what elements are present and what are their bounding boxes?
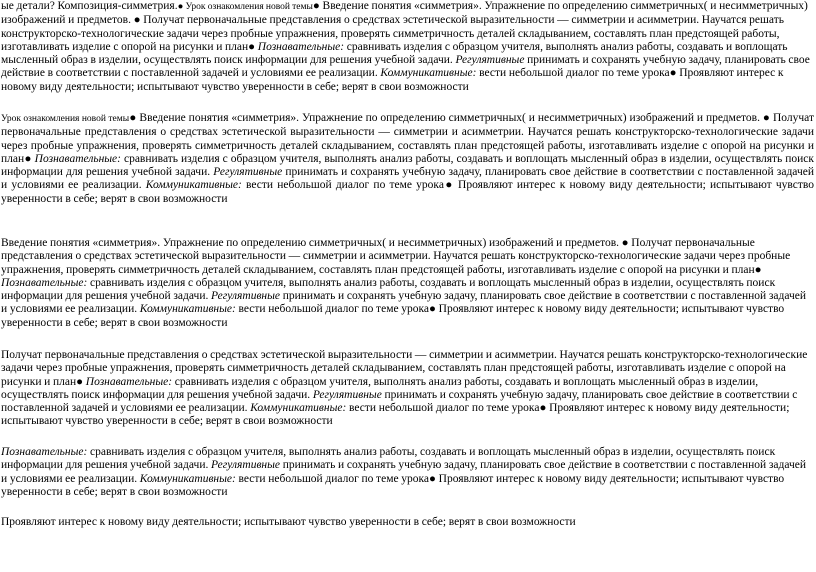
paragraph-2-regulatory-label: Регулятивные bbox=[213, 166, 283, 179]
paragraph-4-text-a: Получат первоначальные представления о средствах эстетической выразительности — симметрии и асимметрии. Научатся решать конструкторско-технологические задачи через пробные упражнения, проверять симметричность деталей складыванием, составлять план предстоящей работы, изготавливать изделие с опорой на рисунки и план bbox=[1, 349, 808, 388]
paragraph-2-lesson-type: Урок ознакомления новой темы bbox=[1, 114, 130, 124]
paragraph-1-text-a: ые детали? Композиция-симметрия. bbox=[1, 0, 178, 12]
paragraph-3-text-e: принимать и сохранять учебную задачу, планировать свое действие в соответствии с поставленной задачей и условиями ее реализации. bbox=[1, 290, 807, 316]
paragraph-6 bbox=[1, 516, 814, 529]
paragraph-3-cognitive-label: ● Познавательные: bbox=[1, 263, 762, 289]
paragraph-4-text-e: принимать и сохранять учебную задачу, планировать свое действие в соответствии с поставленной задачей и условиями ее реализации. bbox=[1, 388, 798, 415]
paragraph-3-text-c: сравнивать изделия с образцом учителя, выполнять анализ работы, создавать и воплощать мысленный образ в изделии, осуществлять поиск информации для решения учебной задачи. bbox=[1, 276, 776, 303]
paragraph-5-communicative-label: Коммуникативные: bbox=[139, 472, 236, 485]
paragraph-2-text-b: ● Введение понятия «симметрия». Упражнение по определению симметричных( и несимметричных) изображений и предметов. ● Получат первоначальные представления о средствах эстетической выразительности — симметрии и асимметрии. Научатся решать конструкторско-технологические задачи через пробные упражнения, проверять симметричность деталей складыванием, составлять план предстоящей работы, изготавливать изделие с опорой на рисунки и план bbox=[1, 112, 814, 165]
paragraph-2 bbox=[1, 112, 814, 206]
paragraph-3-text-a: Введение понятия «симметрия». Упражнение по определению симметричных( и несимметричных) изображений и предметов. ● Получат первоначальные представления о средствах эстетической выразительности — симметрии и асимметрии. Научатся решать конструкторско-технологические задачи через пробные упражнения, проверять симметричность деталей складыванием, составлять план предстоящей работы, изготавливать изделие с опорой на рисунки и план bbox=[1, 237, 791, 276]
paragraph-1-communicative-label: Коммуникативные: bbox=[380, 67, 477, 80]
paragraph-5 bbox=[1, 446, 814, 499]
paragraph-2-text-f: принимать и сохранять учебную задачу, планировать свое действие в соответствии с поставленной задачей и условиями ее реализации. bbox=[1, 166, 814, 192]
paragraph-3 bbox=[1, 237, 814, 330]
paragraph-5-regulatory-label: Регулятивные bbox=[211, 459, 281, 472]
paragraph-1 bbox=[1, 0, 814, 94]
paragraph-3-text-g: вести небольшой диалог по теме урока● Проявляют интерес к новому виду деятельности; испытывают чувство уверенности в себе; верят в свои возможности bbox=[1, 303, 785, 329]
paragraph-1-text-j: вести небольшой диалог по теме урока● Проявляют интерес к новому виду деятельности; испытывают чувство уверенности в себе; верят в свои возможности bbox=[1, 67, 784, 93]
paragraph-2-text-h: вести небольшой диалог по теме урока● Проявляют интерес к новому виду деятельности; испытывают чувство уверенности в себе; верят в свои возможности bbox=[1, 179, 815, 205]
paragraph-3-communicative-label: Коммуникативные: bbox=[139, 303, 236, 316]
paragraph-1-cognitive-label: ● Познавательные: bbox=[248, 40, 345, 53]
paragraph-4-text-c: сравнивать изделия с образцом учителя, выполнять анализ работы, создавать и воплощать мысленный образ в изделии, осуществлять поиск информации для решения учебной задачи. bbox=[1, 375, 759, 401]
paragraph-2-text-d: сравнивать изделия с образцом учителя, выполнять анализ работы, создавать и воплощать мысленный образ в изделии, осуществлять поиск информации для решения учебной задачи. bbox=[1, 152, 814, 179]
paragraph-5-text-b: сравнивать изделия с образцом учителя, выполнять анализ работы, создавать и воплощать мысленный образ в изделии, осуществлять поиск информации для решения учебной задачи. bbox=[1, 446, 776, 472]
paragraph-4-communicative-label: Коммуникативные: bbox=[250, 402, 347, 415]
paragraph-1-lesson-type: ● Урок ознакомления новой темы bbox=[177, 2, 313, 12]
paragraph-4-text-g: вести небольшой диалог по теме урока● Проявляют интерес к новому виду деятельности; испытывают чувство уверенности в себе; верят в свои возможности bbox=[1, 402, 790, 428]
paragraph-3-regulatory-label: Регулятивные bbox=[211, 290, 281, 303]
paragraph-4-regulatory-label: Регулятивные bbox=[312, 388, 382, 401]
paragraph-1-regulatory-label: Регулятивные bbox=[455, 54, 525, 67]
paragraph-5-text-d: принимать и сохранять учебную задачу, планировать свое действие в соответствии с поставленной задачей и условиями ее реализации. bbox=[1, 459, 807, 485]
paragraph-6-text-a: Проявляют интерес к новому виду деятельности; испытывают чувство уверенности в себе; верят в свои возможности bbox=[1, 516, 576, 528]
paragraph-1-text-e: сравнивать изделия с образцом учителя, выполнять анализ работы, создавать и воплощать мысленный образ в изделии, осуществлять поиск информации для решения учебной задачи. bbox=[1, 40, 788, 67]
paragraph-2-communicative-label: Коммуникативные: bbox=[145, 179, 242, 192]
paragraph-4 bbox=[1, 349, 814, 429]
paragraph-1-text-g: принимать и сохранять учебную задачу, планировать свое действие в соответствии с поставленной задачей и условиями ее реализации. bbox=[1, 54, 810, 80]
paragraph-1-text-c: ● Введение понятия «симметрия». Упражнение по определению симметричных( и несимметричных) изображений и предметов. ● Получат первоначальные представления о средствах эстетической выразительности — симметрии и асимметрии. Научатся решать конструкторско-технологические задачи через пробные упражнения, проверять симметричность деталей складыванием, составлять план предстоящей работы, изготавливать изделие с опорой на рисунки и план bbox=[1, 0, 808, 53]
paragraph-2-cognitive-label: ● Познавательные: bbox=[24, 152, 121, 165]
paragraph-4-cognitive-label: ● Познавательные: bbox=[76, 375, 173, 388]
paragraph-5-text-f: вести небольшой диалог по теме урока● Проявляют интерес к новому виду деятельности; испытывают чувство уверенности в себе; верят в свои возможности bbox=[1, 472, 785, 498]
paragraph-5-cognitive-label: Познавательные: bbox=[1, 446, 88, 458]
